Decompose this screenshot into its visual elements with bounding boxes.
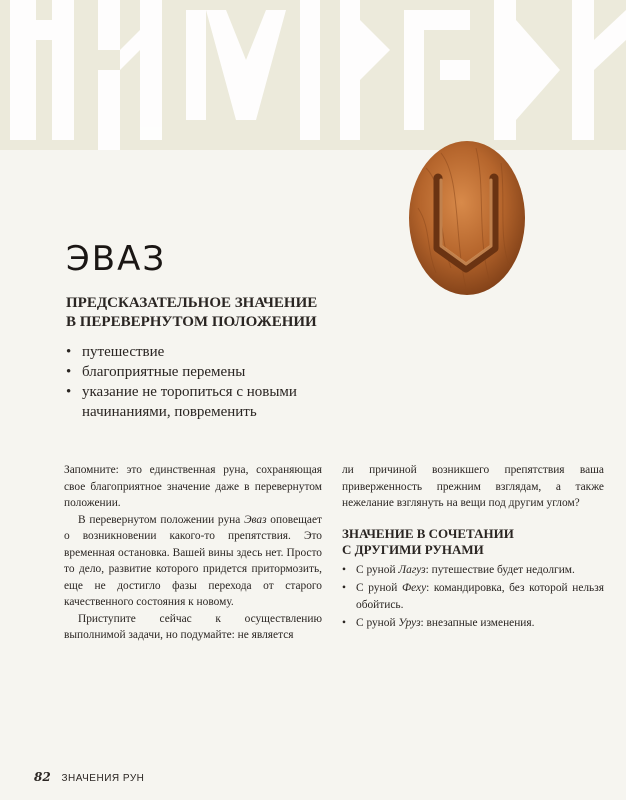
body-paragraph: Приступите сейчас к осуществлению выполнимой задачи, но подумайте: не является bbox=[64, 612, 322, 641]
body-column-left bbox=[64, 462, 322, 644]
rune-title-text: ЭВАЗ bbox=[66, 239, 167, 279]
rune-ornament-graphic bbox=[0, 0, 626, 150]
combo-text: : путешествие будет недолгим. bbox=[425, 563, 575, 576]
combo-text: : внезапные изменения. bbox=[420, 617, 535, 629]
combo-prefix: С руной bbox=[356, 563, 399, 576]
combo-rune: Лагуз bbox=[398, 563, 426, 576]
combo-rune: Феху bbox=[401, 582, 427, 594]
list-item: • путешествие bbox=[66, 342, 366, 362]
list-item bbox=[342, 615, 604, 632]
eihwaz-rune-stone-image bbox=[406, 138, 528, 298]
combination-list bbox=[342, 562, 604, 632]
section-heading-line2: В ПЕРЕВЕРНУТОМ ПОЛОЖЕНИИ bbox=[66, 314, 317, 330]
rune-ornament-band bbox=[0, 0, 626, 150]
list-item bbox=[342, 562, 604, 579]
page-footer bbox=[34, 770, 234, 786]
prediction-list bbox=[66, 342, 366, 422]
page-number: 82 bbox=[34, 770, 51, 784]
section-heading bbox=[66, 294, 366, 332]
combo-rune: Уруз bbox=[398, 617, 421, 629]
list-item: • указание не торопиться с новыми начинаниями, повременить bbox=[66, 382, 366, 422]
body-text: оповещает о возникновении какого-то препятствия. Это временная остановка. Вашей вины здесь нет. Просто то дело, развитие которого придется притормозить, еще не достигло фазы перехода от старого качественного состояния к новому. bbox=[64, 513, 322, 608]
body-column-right bbox=[342, 462, 604, 634]
body-paragraph: ли причиной возникшего препятствия ваша приверженность прежним взглядам, а также нежелание взглянуть на вещи под другим углом? bbox=[342, 464, 604, 509]
combination-heading bbox=[342, 526, 604, 558]
body-paragraph: Запомните: это единственная руна, сохраняющая свое благоприятное значение даже в перевернутом положении. bbox=[64, 464, 322, 509]
combo-prefix: С руной bbox=[356, 582, 402, 594]
running-title: ЗНАЧЕНИЯ РУН bbox=[61, 773, 145, 784]
body-paragraph bbox=[64, 512, 322, 611]
section-heading-line1: ПРЕДСКАЗАТЕЛЬНОЕ ЗНАЧЕНИЕ bbox=[66, 295, 318, 311]
rune-title bbox=[66, 232, 206, 282]
combo-prefix: С руной bbox=[356, 617, 399, 629]
body-text: В перевернутом положении руна bbox=[78, 513, 245, 526]
combination-heading-line1: ЗНАЧЕНИЕ В СОЧЕТАНИИ bbox=[342, 525, 514, 541]
rune-name-italic: Эваз bbox=[244, 513, 267, 526]
list-item bbox=[342, 580, 604, 613]
list-item: • благоприятные перемены bbox=[66, 362, 366, 382]
combination-heading-line2: С ДРУГИМИ РУНАМИ bbox=[342, 541, 484, 557]
combo-text: : командировка, без которой нельзя обойтись. bbox=[356, 582, 604, 611]
